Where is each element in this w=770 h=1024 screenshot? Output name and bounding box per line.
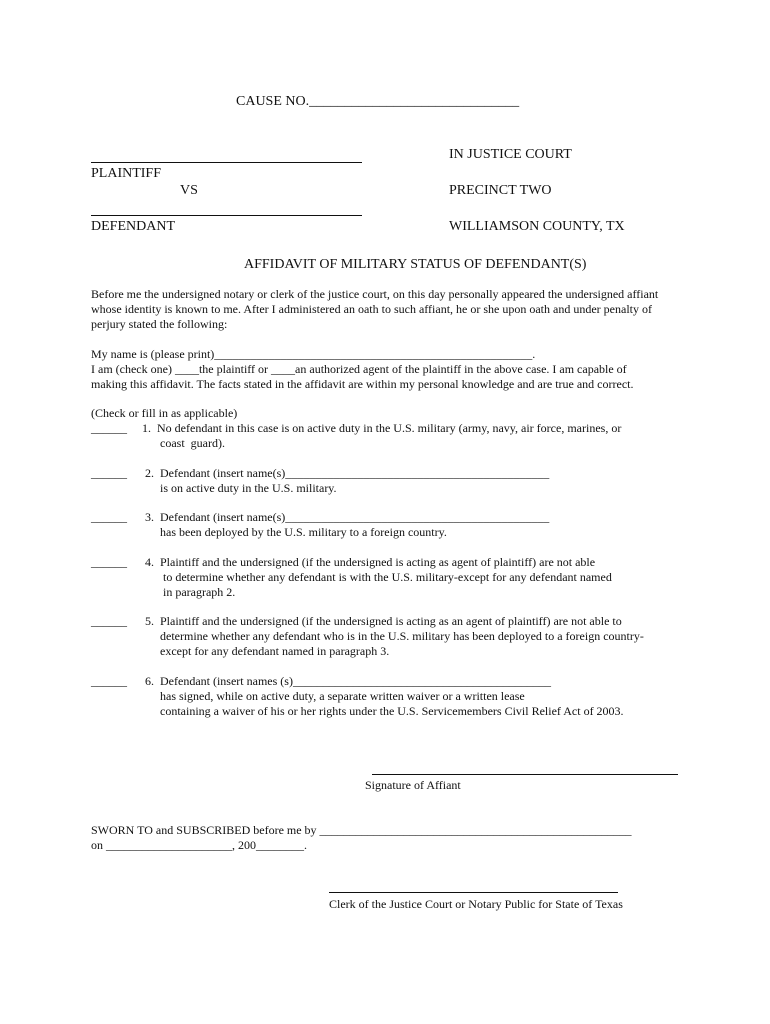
item-6-line-3: containing a waiver of his or her rights under the U.S. Servicemembers Civil Relief Act of 2003. [145, 704, 624, 718]
item-5-line-1: 5. Plaintiff and the undersigned (if the undersigned is acting as an agent of plaintiff) are not able to [145, 614, 622, 628]
item-1-blank: ______ [91, 421, 127, 435]
item-5-line-2: determine whether any defendant who is in the U.S. military has been deployed to a foreign country- [145, 629, 644, 643]
item-4-blank: ______ [91, 555, 127, 569]
court-name: IN JUSTICE COURT [449, 147, 572, 162]
item-3-line-2: has been deployed by the U.S. military to a foreign country. [145, 525, 447, 539]
document-title: AFFIDAVIT OF MILITARY STATUS OF DEFENDANT(S) [244, 257, 587, 272]
check-role-line: I am (check one) ____the plaintiff or ____an authorized agent of the plaintiff in the above case. I am capable of [91, 362, 627, 376]
sworn-line: SWORN TO and SUBSCRIBED before me by ____________________________________________________ [91, 823, 632, 837]
intro-paragraph: Before me the undersigned notary or clerk of the justice court, on this day personally appeared the undersigned affiant whose identity is known to me. After I administered an oath to such affiant, he or she upon oath and under penalty of perjury stated the following: [91, 287, 659, 331]
capable-line: making this affidavit. The facts stated in the affidavit are within my personal knowledge and are true and correct. [91, 377, 634, 391]
defendant-label: DEFENDANT [91, 219, 175, 234]
item-2-line-1: 2. Defendant (insert name(s)____________________________________________ [145, 466, 550, 480]
item-6-line-2: has signed, while on active duty, a separate written waiver or a written lease [145, 689, 525, 703]
item-4-line-3: in paragraph 2. [145, 585, 236, 599]
item-3-line-1: 3. Defendant (insert name(s)____________________________________________ [145, 510, 550, 524]
sworn-date-line: on _____________________, 200________. [91, 838, 307, 852]
check-heading: (Check or fill in as applicable) [91, 406, 238, 420]
plaintiff-name-line [91, 162, 362, 163]
cause-number: CAUSE NO.______________________________ [236, 94, 520, 109]
item-1-line-1: 1. No defendant in this case is on active duty in the U.S. military (army, navy, air force, marines, or [142, 421, 622, 435]
county-label: WILLIAMSON COUNTY, TX [449, 219, 625, 234]
item-6-line-1: 6. Defendant (insert names (s)___________________________________________ [145, 674, 551, 688]
item-1-line-2: coast guard). [142, 436, 225, 450]
plaintiff-label: PLAINTIFF [91, 166, 162, 181]
item-5-blank: ______ [91, 614, 127, 628]
item-4-line-2: to determine whether any defendant is with the U.S. military-except for any defendant named [145, 570, 612, 584]
item-3-blank: ______ [91, 510, 127, 524]
affiant-signature-line [372, 774, 678, 775]
name-line: My name is (please print)_____________________________________________________. [91, 347, 536, 361]
item-2-blank: ______ [91, 466, 127, 480]
item-2-line-2: is on active duty in the U.S. military. [145, 481, 337, 495]
affiant-signature-label: Signature of Affiant [365, 778, 461, 792]
clerk-signature-line [329, 892, 618, 893]
clerk-signature-label: Clerk of the Justice Court or Notary Public for State of Texas [329, 897, 623, 911]
precinct-label: PRECINCT TWO [449, 183, 552, 198]
item-5-line-3: except for any defendant named in paragraph 3. [145, 644, 390, 658]
item-6-blank: ______ [91, 674, 127, 688]
versus-label: VS [180, 183, 198, 198]
defendant-name-line [91, 215, 362, 216]
item-4-line-1: 4. Plaintiff and the undersigned (if the undersigned is acting as agent of plaintiff) are not able [145, 555, 596, 569]
